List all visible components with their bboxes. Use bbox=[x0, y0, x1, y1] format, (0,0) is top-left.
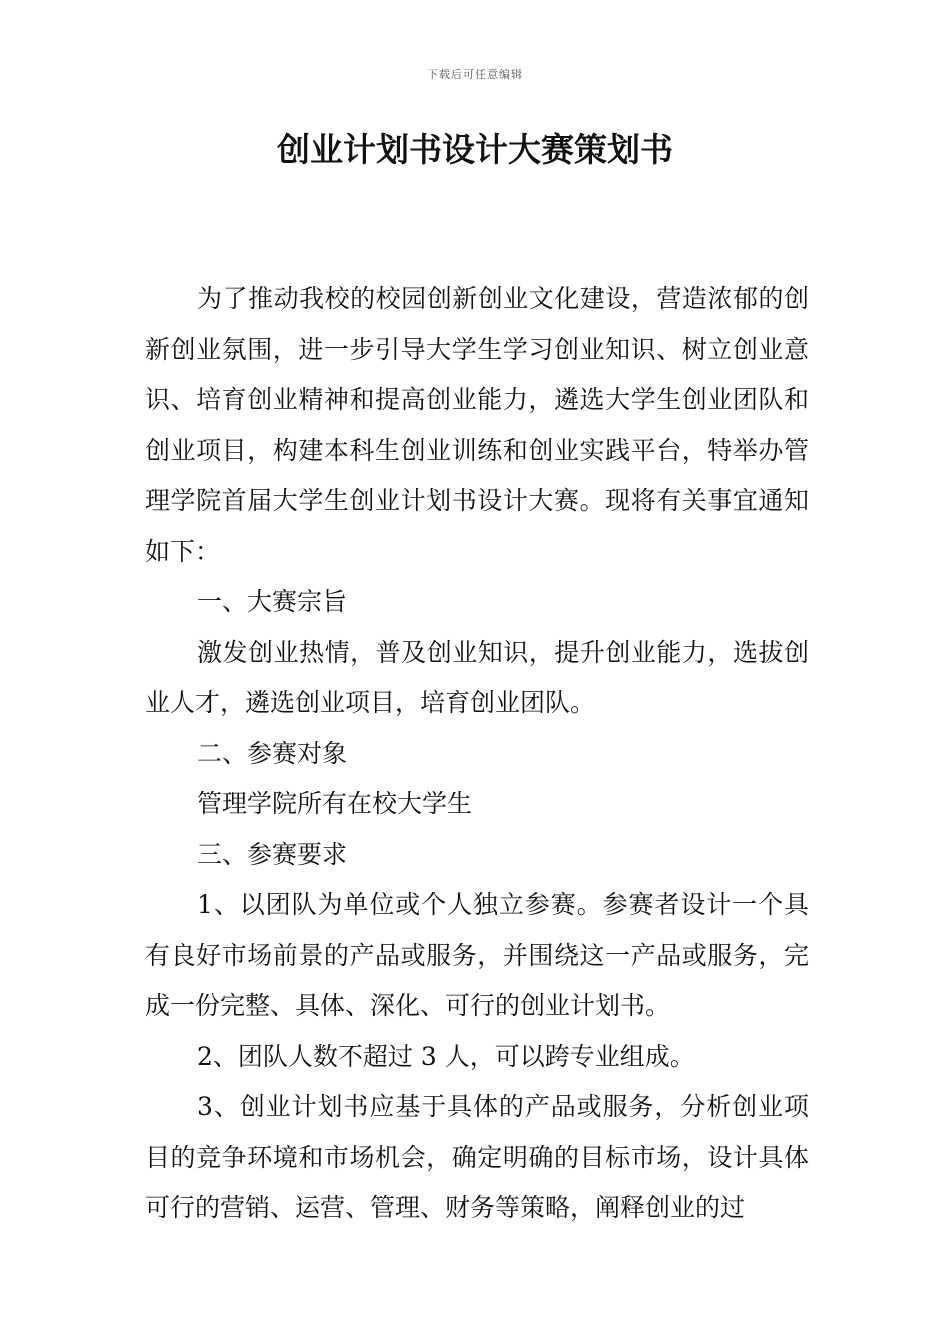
intro-paragraph: 为了推动我校的校园创新创业文化建设，营造浓郁的创新创业氛围，进一步引导大学生学习创业知识、树立创业意识、培育创业精神和提高创业能力，遴选大学生创业团队和创业项目，构建本科生创业训练和创业实践平台，特举办管理学院首届大学生创业计划书设计大赛。现将有关事宜通知如下： bbox=[145, 284, 809, 566]
purpose-paragraph: 激发创业热情，普及创业知识，提升创业能力，选拔创业人才，遴选创业项目，培育创业团队。 bbox=[145, 637, 809, 717]
section-heading-requirements: 三、参赛要求 bbox=[197, 839, 348, 869]
document-body bbox=[145, 274, 809, 1234]
document-title: 创业计划书设计大赛策划书 bbox=[277, 130, 673, 169]
participants-paragraph: 管理学院所有在校大学生 bbox=[197, 789, 473, 818]
section-heading-purpose: 一、大赛宗旨 bbox=[197, 587, 348, 616]
requirement-item-3: 3、创业计划书应基于具体的产品或服务，分析创业项目的竞争环境和市场机会，确定明确的目标市场，设计具体可行的营销、运营、管理、财务等策略，阐释创业的过 bbox=[145, 1092, 809, 1222]
header-note: 下载后可任意编辑 bbox=[427, 68, 523, 81]
requirement-item-2: 2、团队人数不超过 3 人，可以跨专业组成。 bbox=[197, 1041, 695, 1071]
requirement-item-1: 1、以团队为单位或个人独立参赛。参赛者设计一个具有良好市场前景的产品或服务，并围绕这一产品或服务，完成一份完整、具体、深化、可行的创业计划书。 bbox=[145, 890, 809, 1020]
section-heading-participants: 二、参赛对象 bbox=[197, 738, 348, 768]
